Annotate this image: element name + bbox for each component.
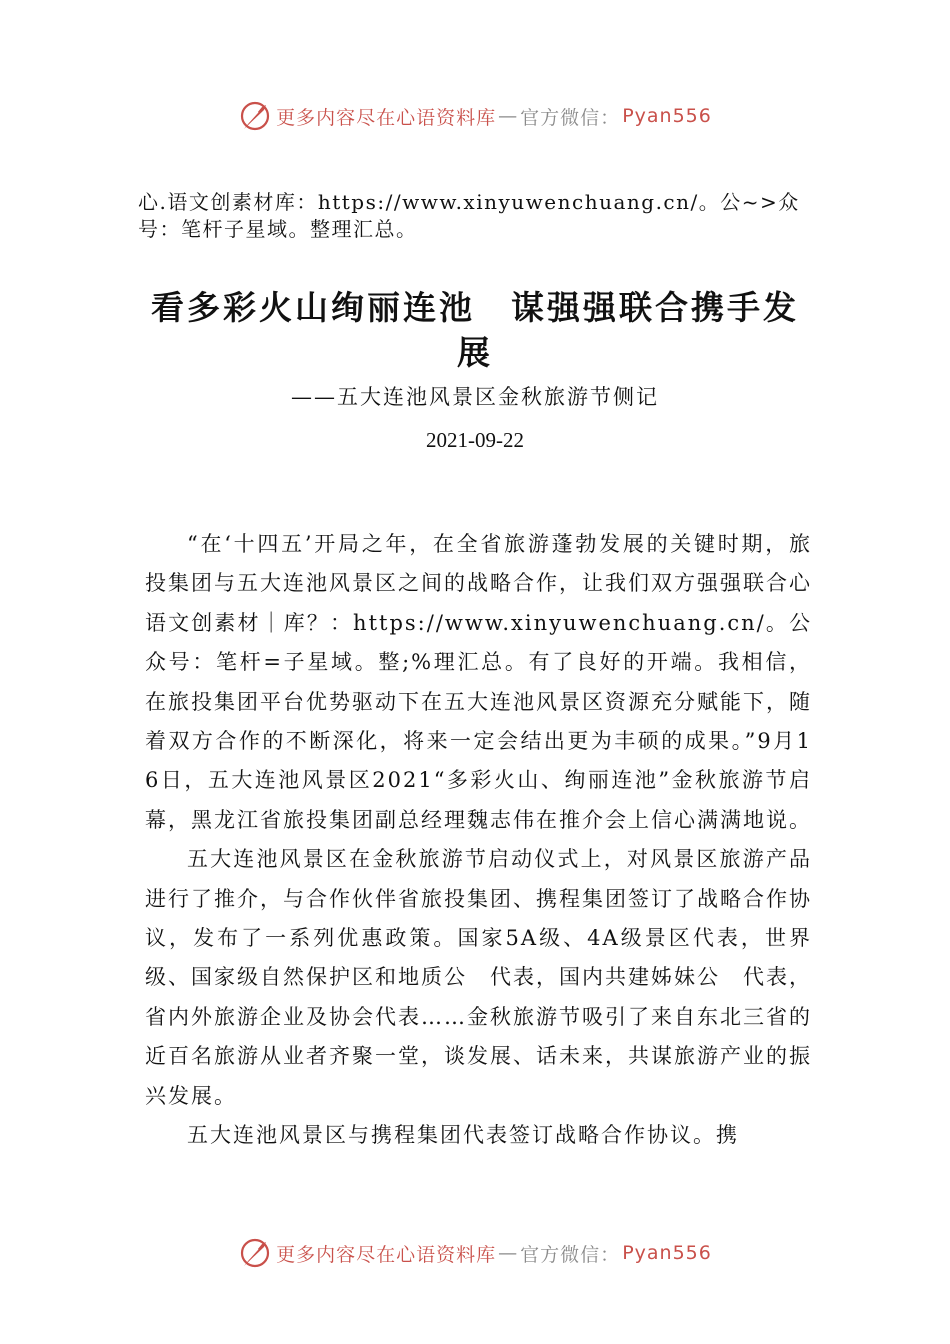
quill-pen-logo-icon	[238, 99, 272, 133]
article-date: 2021-09-22	[426, 428, 524, 452]
paragraph: 五大连池风景区在金秋旅游节启动仪式上，对风景区旅游产品进行了推介，与合作伙伴省旅投集团、携程集团签订了战略合作协议，发布了一系列优惠政策。国家5A级、4A级景区代表，世界级、国家级自然保护区和地质公 代表，国内共建姊妹公 代表，省内外旅游企业及协会代表……金秋旅游节吸引了来自东北三省的近百名旅游从业者齐聚一堂，谈发展、话未来，共谋旅游产业的振兴发展。	[145, 847, 812, 1108]
banner-brand-text: 更多内容尽在心语资料库	[276, 1243, 497, 1266]
source-note: 心.语文创素材库：https://www.xinyuwenchuang.cn/。公~>众号：笔杆子星域。整理汇总。	[138, 190, 800, 241]
quill-pen-logo-icon	[238, 1236, 272, 1270]
article-body	[145, 525, 812, 1156]
banner-brand-text: 更多内容尽在心语资料库	[276, 106, 497, 129]
banner-dash: —	[498, 105, 519, 127]
article-title: 看多彩火山绚丽连池 谋强强联合携手发展	[151, 288, 799, 372]
banner-wechat-account: Pyan556	[622, 105, 712, 127]
paragraph: 五大连池风景区与携程集团代表签订战略合作协议。携	[187, 1123, 739, 1148]
banner-wechat-label: 官方微信：	[520, 1243, 621, 1266]
banner-wechat-account: Pyan556	[622, 1242, 712, 1264]
banner-wechat-label: 官方微信：	[520, 106, 621, 129]
paragraph: “在‘十四五’开局之年，在全省旅游蓬勃发展的关键时期，旅投集团与五大连池风景区之间的战略合作，让我们双方强强联合心语文创素材｜库？：https://www.xinyuwenchuang.cn/。公众号：笔杆=子星域。整;%理汇总。有了良好的开端。我相信，在旅投集团平台优势驱动下在五大连池风景区资源充分赋能下，随着双方合作的不断深化，将来一定会结出更为丰硕的成果。”9月16日，五大连池风景区2021“多彩火山、绚丽连池”金秋旅游节启幕，黑龙江省旅投集团副总经理魏志伟在推介会上信心满满地说。	[145, 532, 812, 832]
banner-dash: —	[498, 1242, 519, 1264]
article-subtitle: ——五大连池风景区金秋旅游节侧记	[291, 385, 659, 409]
footer-banner	[0, 1233, 950, 1273]
header-banner	[0, 96, 950, 136]
